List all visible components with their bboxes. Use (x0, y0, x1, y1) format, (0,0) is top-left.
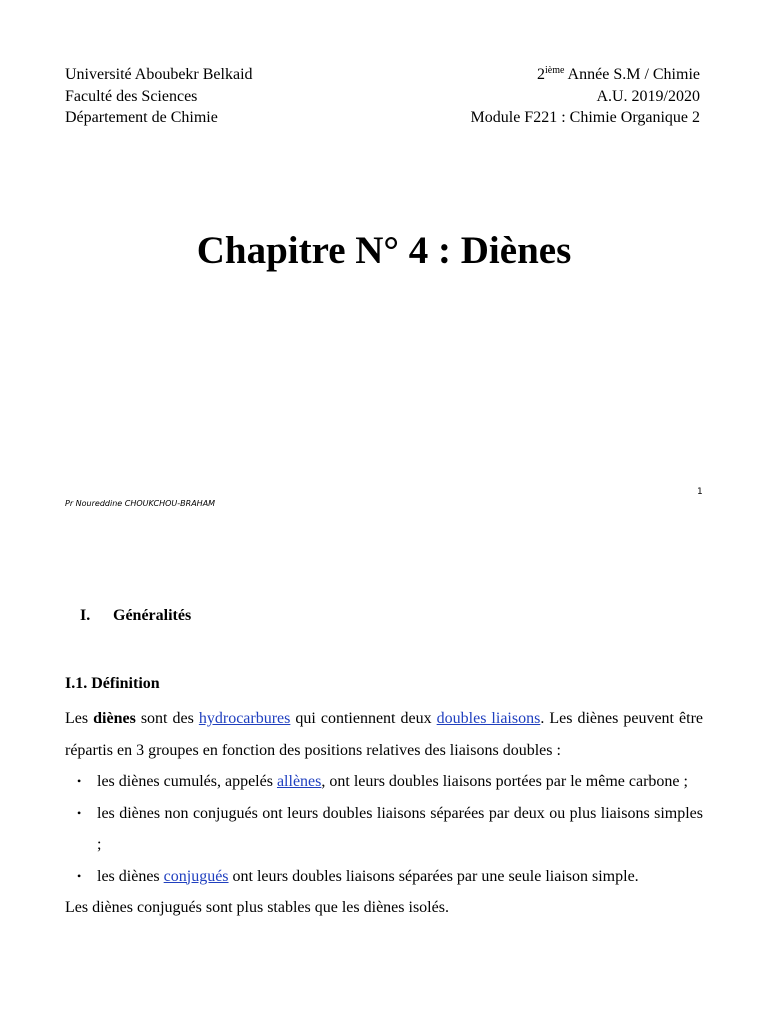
bullet-icon: • (77, 868, 82, 883)
page-number: 1 (697, 487, 703, 497)
bullet-icon: • (77, 774, 82, 788)
diene-groups-list (65, 766, 703, 892)
list-item: • les diènes cumulés, appelés allènes, ont leurs doubles liaisons portées par le même carbone ; (65, 766, 703, 798)
doubles-liaisons-link[interactable]: doubles liaisons (436, 710, 541, 727)
module-name: Module F221 : Chimie Organique 2 (470, 109, 700, 126)
conjugues-link[interactable]: conjugués (163, 867, 229, 885)
year-line: 2ième Année S.M / Chimie (537, 65, 700, 83)
department-name: Département de Chimie (65, 109, 218, 126)
academic-year: A.U. 2019/2020 (596, 87, 700, 105)
bullet-icon: • (77, 805, 82, 820)
list-item: • les diènes non conjugués ont leurs doubles liaisons séparées par deux ou plus liaisons simples ; (65, 798, 703, 861)
definition-paragraph: Les diènes sont des hydrocarbures qui contiennent deux doubles liaisons. Les diènes peuvent être répartis en 3 groupes en fonction des positions relatives des liaisons doubles : (65, 710, 704, 759)
university-name: Université Aboubekr Belkaid (65, 66, 253, 83)
section-heading (80, 607, 191, 625)
allenes-link[interactable]: allènes (276, 773, 322, 790)
stability-paragraph: Les diènes conjugués sont plus stables que les diènes isolés. (65, 899, 449, 916)
header-left (65, 64, 253, 129)
author-footer: Pr Noureddine CHOUKCHOU-BRAHAM (65, 499, 216, 508)
list-item: • les diènes conjugués ont leurs doubles liaisons séparées par une seule liaison simple. (65, 861, 703, 893)
subsection-heading: I.1. Définition (65, 675, 160, 692)
chapter-title: Chapitre N° 4 : Diènes (196, 229, 572, 272)
header-right (471, 64, 700, 129)
hydrocarbures-link[interactable]: hydrocarbures (198, 710, 291, 727)
section-number: I. (80, 607, 91, 624)
section-label: Généralités (113, 607, 192, 624)
body-text (65, 703, 703, 924)
faculty-name: Faculté des Sciences (65, 87, 198, 105)
